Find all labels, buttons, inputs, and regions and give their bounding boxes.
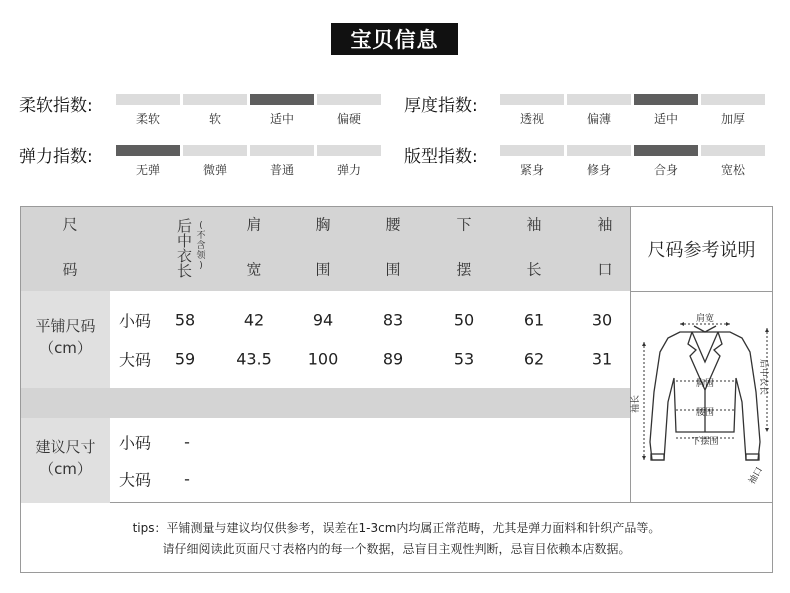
header-cuff: 袖: [597, 215, 613, 234]
scale-option: 偏薄: [586, 112, 611, 126]
scale-segment: [250, 145, 314, 178]
scale-bar: [116, 94, 180, 105]
scale-segment: [250, 94, 314, 127]
scale-segment: [183, 145, 247, 178]
header-cuff: 口: [597, 260, 613, 279]
scale-bar: [116, 145, 180, 156]
scale-option: 弹力: [336, 163, 361, 177]
table-cell: -: [184, 432, 190, 452]
scale-segment: [567, 94, 631, 127]
scale-option: 透视: [519, 112, 544, 126]
scale-bar: [567, 145, 631, 156]
table-cell: 30: [591, 310, 613, 330]
scale-bar: [183, 145, 247, 156]
scale-segment: [701, 145, 765, 178]
scale-bar: [250, 145, 314, 156]
tips-line-2: 请仔细阅读此页面尺寸表格内的每一个数据，忌盲目主观性判断，忌盲目依赖本店数据。: [162, 542, 631, 556]
scale-segment: [317, 145, 381, 178]
header-size: 尺: [62, 215, 78, 234]
header-waist: 围: [385, 260, 401, 279]
header-hem: 下: [456, 215, 472, 234]
jacket-measurement-diagram: [630, 292, 773, 503]
scale-segment: [701, 94, 765, 127]
table-cell: 83: [382, 310, 404, 330]
scale-segment: [116, 94, 180, 127]
row-size-small: 小码: [118, 433, 152, 453]
diagram-label-hem: 下摆围: [691, 437, 719, 447]
header-back-length-note: ( 不 含 领 ): [196, 221, 206, 271]
header-sleeve-length: 袖: [526, 215, 542, 234]
header-chest: 胸: [315, 215, 331, 234]
scale-option: 紧身: [519, 163, 544, 177]
page-title: 宝贝信息: [331, 23, 458, 55]
header-back-length: 后 中 衣 长: [177, 217, 193, 280]
scale-option: 柔软: [135, 112, 160, 126]
scale-option: 无弹: [135, 163, 160, 177]
table-cell: 53: [453, 349, 475, 369]
table-cell: 100: [307, 349, 339, 369]
diagram-label-chest: 胸围: [695, 379, 715, 389]
tips-box: [20, 503, 773, 573]
table-cell: 59: [174, 349, 196, 369]
tips-line-1: tips：平铺测量与建议均仅供参考，误差在1-3cm内均属正常范畴，尤其是弹力面料和针织产品等。: [132, 521, 661, 535]
jacket-icon: [630, 292, 773, 503]
row-size-large: 大码: [118, 350, 152, 370]
scale-bar: [317, 145, 381, 156]
scale-option: 适中: [269, 112, 294, 126]
scale-option: 偏硬: [336, 112, 361, 126]
header-sleeve-length: 长: [526, 260, 542, 279]
scale-bar: [634, 145, 698, 156]
scale-bar: [701, 145, 765, 156]
softness-scale: [116, 94, 381, 127]
size-reference-title: 尺码参考说明: [647, 240, 756, 261]
scale-segment: [634, 145, 698, 178]
diagram-label-shoulder: 肩宽: [695, 314, 715, 324]
header-shoulder: 肩: [246, 215, 262, 234]
scale-bar: [500, 145, 564, 156]
flat-size-label: 平铺尺码 （cm）: [35, 317, 96, 357]
diagram-label-back-length: 后中衣长: [758, 358, 768, 396]
table-cell: 31: [591, 349, 613, 369]
row-size-small: 小码: [118, 311, 152, 331]
scale-option: 普通: [269, 163, 294, 177]
table-cell: 42: [243, 310, 265, 330]
fit-index-label: 版型指数:: [404, 147, 478, 167]
table-cell: 61: [523, 310, 545, 330]
size-table: [20, 206, 773, 503]
table-cell: 50: [453, 310, 475, 330]
scale-option: 宽松: [720, 163, 745, 177]
scale-option: 微弹: [202, 163, 227, 177]
scale-option: 加厚: [720, 112, 745, 126]
elasticity-scale: [116, 145, 381, 178]
table-cell: 94: [312, 310, 334, 330]
thickness-scale: [500, 94, 765, 127]
scale-segment: [500, 145, 564, 178]
table-divider-band: [21, 388, 630, 418]
diagram-label-waist: 腰围: [695, 408, 715, 418]
suggest-size-label: 建议尺寸 （cm）: [35, 438, 96, 478]
scale-segment: [183, 94, 247, 127]
table-cell: -: [184, 469, 190, 489]
scale-bar: [250, 94, 314, 105]
diagram-label-cuff: 袖口: [747, 465, 766, 487]
scale-bar: [701, 94, 765, 105]
header-chest: 围: [315, 260, 331, 279]
header-shoulder: 宽: [246, 260, 262, 279]
scale-bar: [500, 94, 564, 105]
scale-option: 合身: [653, 163, 678, 177]
diagram-label-sleeve: 袖长: [631, 394, 641, 414]
scale-segment: [634, 94, 698, 127]
scale-option: 适中: [653, 112, 678, 126]
header-hem: 摆: [456, 260, 472, 279]
scale-segment: [116, 145, 180, 178]
scale-bar: [567, 94, 631, 105]
scale-segment: [317, 94, 381, 127]
scale-bar: [634, 94, 698, 105]
scale-option: 软: [208, 112, 221, 126]
elasticity-index-label: 弹力指数:: [19, 147, 93, 167]
table-cell: 58: [174, 310, 196, 330]
scale-bar: [317, 94, 381, 105]
softness-index-label: 柔软指数:: [19, 96, 93, 116]
table-cell: 43.5: [236, 349, 272, 369]
thickness-index-label: 厚度指数:: [404, 96, 478, 116]
scale-segment: [500, 94, 564, 127]
scale-option: 修身: [586, 163, 611, 177]
row-size-large: 大码: [118, 470, 152, 490]
table-cell: 62: [523, 349, 545, 369]
fit-scale: [500, 145, 765, 178]
table-cell: 89: [382, 349, 404, 369]
scale-bar: [183, 94, 247, 105]
scale-segment: [567, 145, 631, 178]
header-size: 码: [62, 260, 78, 279]
header-waist: 腰: [385, 215, 401, 234]
